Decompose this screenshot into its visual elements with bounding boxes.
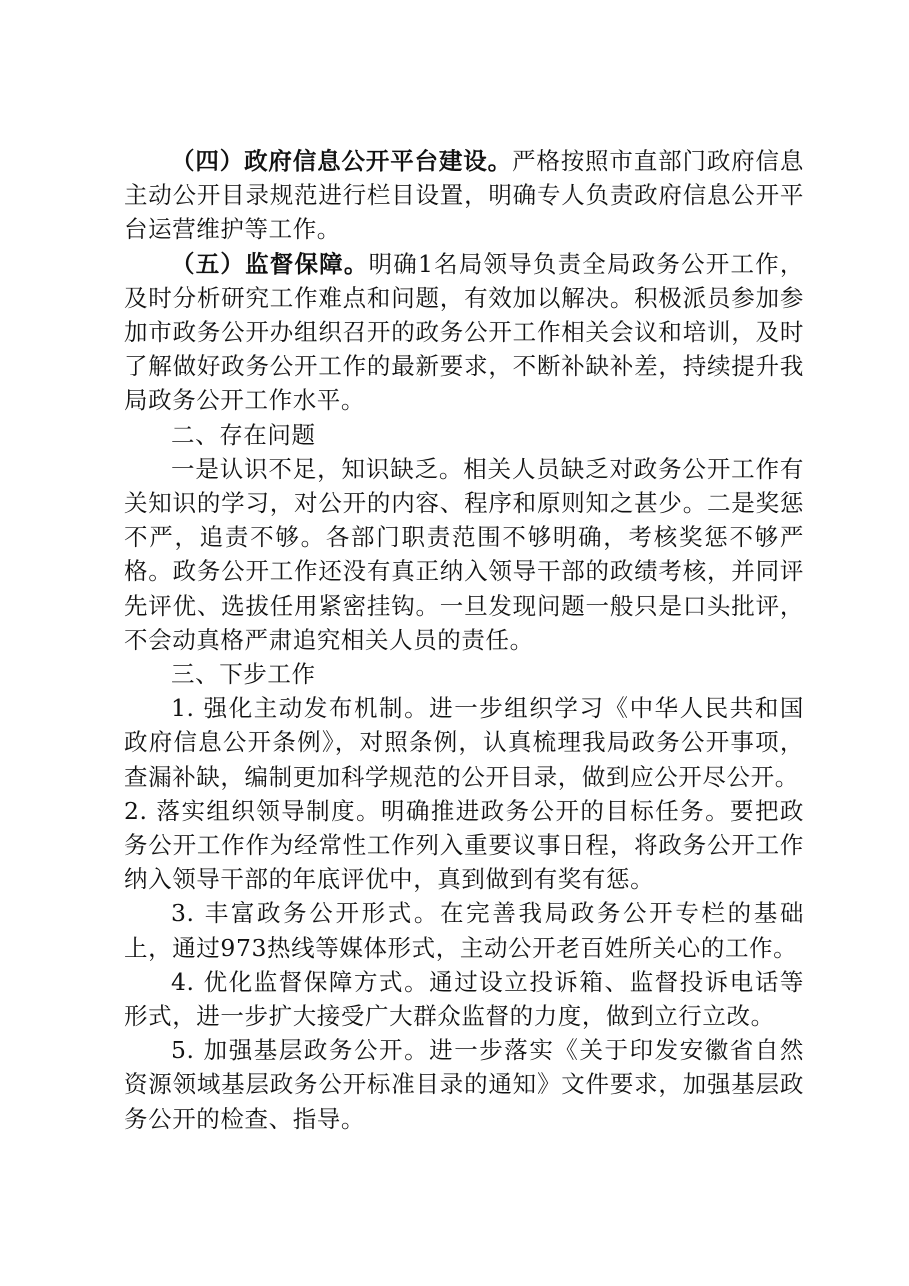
list-item: 4. 优化监督保障方式。通过设立投诉箱、监督投诉电话等形式，进一步扩大接受广大群众监督的力度，做到立行立改。: [124, 967, 804, 1031]
paragraph-platform-construction: [124, 144, 804, 247]
list-item: 5. 加强基层政务公开。进一步落实《关于印发安徽省自然资源领域基层政务公开标准目录的通知》文件要求，加强基层政务公开的检查、指导。: [124, 1036, 804, 1133]
paragraph-problems: 一是认识不足，知识缺乏。相关人员缺乏对政务公开工作有关知识的学习，对公开的内容、程序和原则知之甚少。二是奖惩不严，追责不够。各部门职责范围不够明确，考核奖惩不够严格。政务公开工作还没有真正纳入领导干部的政绩考核，并同评先评优、选拔任用紧密挂钩。一旦发现问题一般只是口头批评，不会动真格严肃追究相关人员的责任。: [124, 454, 804, 654]
paragraph-text: 明确1名局领导负责全局政务公开工作，及时分析研究工作难点和问题，有效加以解决。积极派员参加参加市政务公开办组织召开的政务公开工作相关会议和培训，及时了解做好政务公开工作的最新要求，不断补缺补差，持续提升我局政务公开工作水平。: [124, 249, 804, 415]
paragraph-lead: （五）监督保障。: [171, 249, 369, 278]
document-body: [124, 144, 804, 1136]
list-item: 1. 强化主动发布机制。进一步组织学习《中华人民共和国政府信息公开条例》，对照条例，认真梳理我局政务公开事项，查漏补缺，编制更加科学规范的公开目录，做到应公开尽公开。: [124, 694, 804, 791]
list-item: 2. 落实组织领导制度。明确推进政务公开的目标任务。要把政务公开工作作为经常性工作列入重要议事日程，将政务公开工作纳入领导干部的年底评优中，真到做到有奖有惩。: [124, 796, 804, 894]
paragraph-supervision: [124, 247, 804, 418]
section-heading-problems: 二、存在问题: [171, 420, 316, 449]
section-heading-next-steps: 三、下步工作: [171, 660, 316, 689]
paragraph-text: 严格按照市直部门政府信息主动公开目录规范进行栏目设置，明确专人负责政府信息公开平台运营维护等工作。: [124, 147, 804, 244]
list-item: 3. 丰富政务公开形式。在完善我局政务公开专栏的基础上，通过973热线等媒体形式，主动公开老百姓所关心的工作。: [124, 899, 804, 962]
paragraph-lead: （四）政府信息公开平台建设。: [171, 147, 512, 175]
